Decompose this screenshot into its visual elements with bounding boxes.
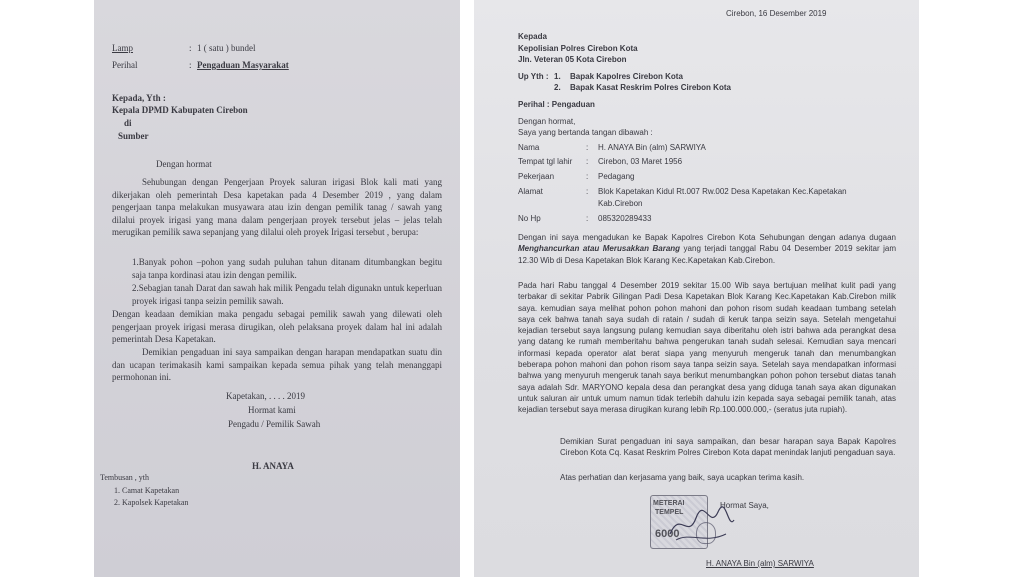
up-1-num: 1. — [554, 72, 561, 81]
closing-hormat: Hormat Saya, — [720, 501, 769, 510]
paragraph-3: Demikian pengaduan ini saya sampaikan dengan harapan mendapatkan suatu din dan ucapan terimakasih kami sampaikan kepada semua pihak yang telah menanggapi permohonan ini. — [112, 347, 442, 383]
lamp-value: 1 ( satu ) bundel — [197, 43, 256, 53]
field-label-alamat: Alamat — [518, 187, 543, 196]
seal-label-top: METERAI — [653, 500, 685, 507]
perihal-value: Pengaduan Masyarakat — [197, 60, 289, 70]
paragraph-1 — [518, 232, 896, 266]
greeting: Dengan hormat — [156, 159, 212, 169]
paragraph-1: Sehubungan dengan Pengerjaan Proyek saluran irigasi Blok kali mati yang dikerjakan oleh pemerintah Desa kapetakan pada 4 Desember 2019 , yang dalam pengerjaan tanpa melakukan musyawara atau izin dengan pemilik tanag / sawah yang dilalui proyek irigasi yang mana dalam pengerjaan proyek tersebut jelas – jelas telah merugikan pemilik sawa sepanjang yang dilalui oleh proyek Irigasi tersebut , berupa: — [112, 177, 442, 238]
field-value-nama: H. ANAYA Bin (alm) SARWIYA — [598, 143, 706, 152]
perihal-label: Perihal — [112, 60, 138, 70]
intro: Saya yang bertanda tangan dibawah : — [518, 128, 653, 137]
field-label-pekerjaan: Pekerjaan — [518, 172, 555, 181]
di-label: di — [124, 118, 132, 128]
cc-item-1: 1. Camat Kapetakan — [114, 486, 180, 495]
paragraph-2: Pada hari Rabu tanggal 4 Desember 2019 sekitar 15.00 Wib saya bertujuan melihat kulit padi yang terbakar di sekitar Pabrik Gilingan Padi Desa Kapetakan Blok Karang Kec.Kapetakan Kab.Cirebon milik saya. kemudian saya melihat pohon pohon mahoni dan pohon risom sudah keadaan tumbang setelah saya cek bahwa tanah saya sudah di ratain / sudah di keruk tanpa seizin saya. Setelah mengetahui kejadian tersebut saya langsung pulang kemudian saya diberitahu oleh istri bahwa ada perangkat desa yang datang ke rumah memberitahu bahwa pengerukan tanah sudah selesai. Kemudian saya mencari informasi kepada operator alat berat siapa yang menyuruh mengeruk tanah dan menumbangkan beberapa pohon mahoni dan pohon risom saya tanpa seizin saya. Setelah saya mendapatkan informasi bahwa yang menyuruh mengeruk tanah saya berikut menumbangkan pohon pohon tersebut diatas tanah saya adalah Sdr. MARYONO kepala desa dan perangkat desa yang diduga tanah saya akan digunakan untuk saluran air untuk umum namun tidak terlebih dahulu izin kepada saya sebagai pemilik tanah, atas kejadian tersebut saya merasa dirugikan kurang lebih Rp.100.000.000,- (seratus juta rupiah). — [518, 281, 896, 415]
field-colon: : — [586, 172, 589, 181]
addressee-2: Jln. Veteran 05 Kota Cirebon — [518, 55, 627, 64]
list-item-1: 1.Banyak pohon –pohon yang sudah puluhan tahun ditanam ditumbangkan begitu saja tanpa kordinasi atau izin dengan pemilik. — [132, 257, 442, 280]
letter-date: Cirebon, 16 Desember 2019 — [726, 9, 827, 18]
tembusan-label: Tembusan , yth — [100, 473, 149, 482]
cc-item-2: 2. Kapolsek Kapetakan — [114, 498, 189, 507]
field-colon: : — [586, 214, 589, 223]
list-item-2: 2.Sebagian tanah Darat dan sawah hak milik Pengadu telah digunakn untuk keperluan proyek irigasi tanpa seizin pemilik sawah. — [132, 283, 442, 306]
paragraph-3: Demikian Surat pengaduan ini saya sampaikan, dan besar harapan saya Bapak Kapolres Cirebon Kota Cq. Kasat Reskrim Polres Cirebon Kota dapat menindak lanjuti pengaduan saya. — [560, 437, 896, 458]
up-1: Bapak Kapolres Cirebon Kota — [570, 72, 683, 81]
field-value-ttl: Cirebon, 03 Maret 1956 — [598, 157, 683, 166]
offense-name: Menghancurkan atau Merusakkan Barang — [518, 244, 681, 254]
signer-role: Pengadu / Pemilik Sawah — [228, 419, 321, 429]
seal-label-mid: TEMPEL — [655, 509, 684, 516]
field-label-nama: Nama — [518, 143, 540, 152]
addressee-1: Kepolisian Polres Cirebon Kota — [518, 44, 638, 53]
paragraph-2: Dengan keadaan demikian maka pengadu sebagai pemilik sawah yang dilewati oleh pengerjaan proyek irigasi merasa dirugikan, oleh pelaksana proyek dalam hal ini adalah pemerintah Desa Kapetakan. — [112, 309, 442, 345]
field-value-hp: 085320289433 — [598, 214, 652, 223]
paragraph-1-a: Dengan ini saya mengadukan ke Bapak Kapolres Cirebon Kota Sehubungan dengan adanya dugaan — [518, 233, 896, 242]
signer-name: H. ANAYA Bin (alm) SARWIYA — [706, 559, 814, 568]
kepada-label: Kepada — [518, 32, 547, 41]
up-yth-label: Up Yth : — [518, 72, 549, 81]
field-value-alamat-2: Kab.Cirebon — [598, 199, 643, 208]
field-colon: : — [586, 143, 589, 152]
up-2: Bapak Kasat Reskrim Polres Cirebon Kota — [570, 83, 731, 92]
up-2-num: 2. — [554, 83, 561, 92]
field-label-ttl: Tempat tgl lahir — [518, 157, 573, 166]
perihal-line: Perihal : Pengaduan — [518, 100, 595, 109]
addressee: Kepala DPMD Kabupaten Cirebon — [112, 105, 248, 115]
left-letter-page — [94, 0, 460, 577]
right-letter-page — [474, 0, 919, 577]
signer-name: H. ANAYA — [252, 461, 294, 471]
field-colon: : — [586, 157, 589, 166]
perihal-colon: : — [189, 60, 192, 70]
lamp-colon: : — [189, 43, 192, 53]
sumber-label: Sumber — [118, 131, 149, 141]
field-colon: : — [586, 187, 589, 196]
place-date: Kapetakan, . . . . 2019 — [226, 391, 305, 401]
greeting: Dengan hormat, — [518, 117, 576, 126]
lamp-label: Lamp — [112, 43, 133, 53]
kepada-label: Kepada, Yth : — [112, 93, 166, 103]
seal-value: 6000 — [655, 528, 680, 540]
field-value-alamat: Blok Kapetakan Kidul Rt.007 Rw.002 Desa Kapetakan Kec.Kapetakan — [598, 187, 847, 196]
field-value-pekerjaan: Pedagang — [598, 172, 635, 181]
field-label-hp: No Hp — [518, 214, 541, 223]
paragraph-1-b: yang terjadi tanggal Rabu 04 Desember 2019 sekitar jam 12.30 Wib di Desa Kapetakan Blok Karang Kec.Kapetakan Kab.Cirebon. — [518, 244, 896, 265]
handwritten-signature — [666, 500, 736, 548]
paragraph-4: Atas perhatian dan kerjasama yang baik, saya ucapkan terima kasih. — [560, 473, 805, 482]
closing-hormat: Hormat kami — [248, 405, 296, 415]
